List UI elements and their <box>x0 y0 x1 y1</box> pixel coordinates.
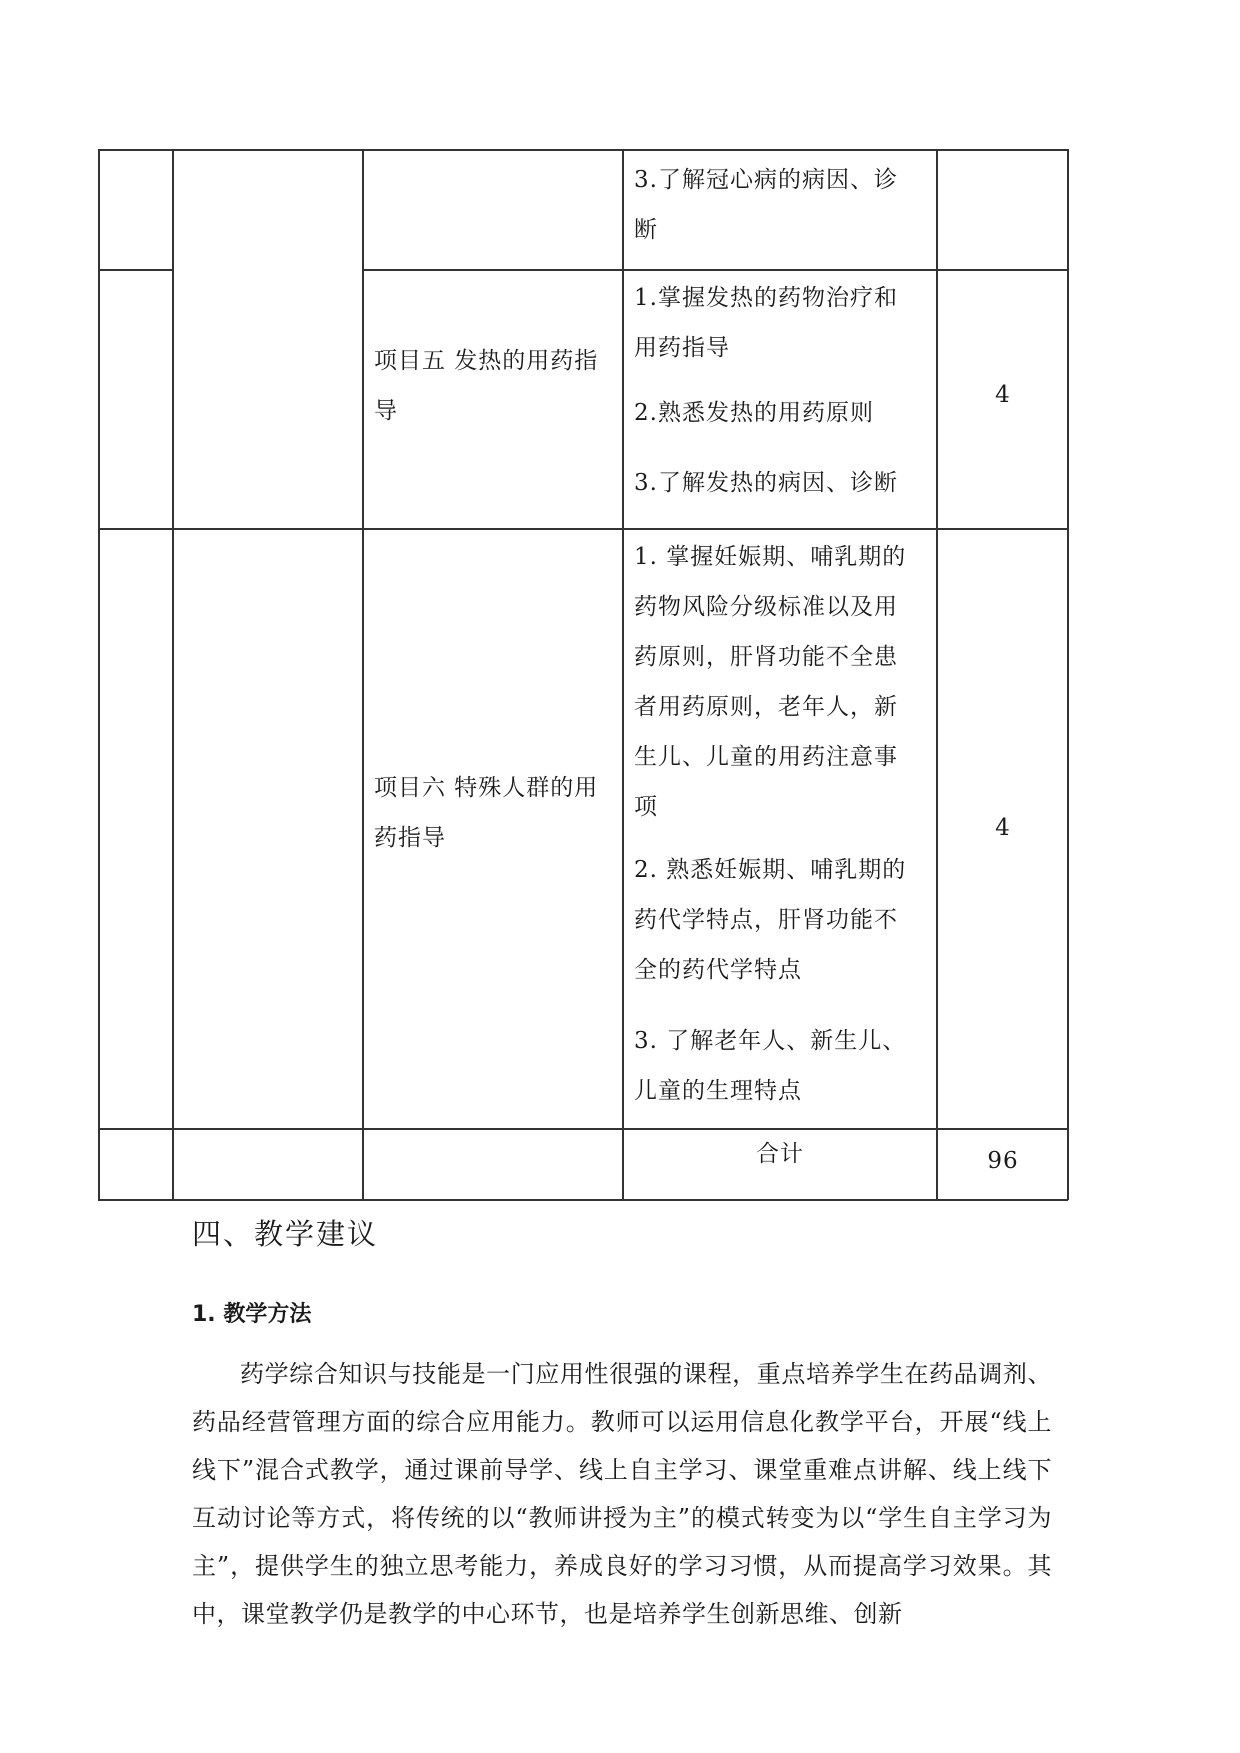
table-border-right <box>1067 149 1069 1200</box>
table-border-top <box>98 149 1068 151</box>
table-rule <box>98 528 1068 530</box>
table-rule <box>98 269 172 271</box>
table-rule <box>362 149 364 1200</box>
table-rule <box>362 269 1068 271</box>
section-heading: 四、教学建议 <box>192 1217 379 1251</box>
body-paragraph: 药学综合知识与技能是一门应用性很强的课程，重点培养学生在药品调剂、药品经营管理方面的综合应用能力。教师可以运用信息化教学平台，开展“线上线下”混合式教学，通过课前导学、线上自主学习、课堂重难点讲解、线上线下互动讨论等方式，将传统的以“教师讲授为主”的模式转变为以“学生自主学习为主”，提供学生的独立思考能力，养成良好的学习习惯，从而提高学习效果。其中，课堂教学仍是教学的中心环节，也是培养学生创新思维、创新 <box>192 1360 1052 1628</box>
table-cell-project: 项目五 发热的用药指导 <box>374 348 599 424</box>
table-cell-objective: 2. 熟悉妊娠期、哺乳期的药代学特点，肝肾功能不全的药代学特点 <box>634 857 907 983</box>
table-border-bottom <box>98 1199 1068 1201</box>
table-cell-objective: 3. 了解老年人、新生儿、儿童的生理特点 <box>634 1028 907 1104</box>
table-rule <box>98 1128 1068 1130</box>
table-rule <box>622 149 624 1200</box>
table-cell-hours: 4 <box>995 815 1011 841</box>
table-cell-objective: 3.了解冠心病的病因、诊断 <box>634 167 898 243</box>
table-cell-objective: 1.掌握发热的药物治疗和用药指导 <box>634 285 898 361</box>
table-rule <box>172 149 174 1200</box>
table-cell-project: 项目六 特殊人群的用药指导 <box>374 775 599 851</box>
table-total-label: 合计 <box>756 1141 804 1167</box>
table-total-value: 96 <box>987 1148 1019 1174</box>
table-cell-objective: 3.了解发热的病因、诊断 <box>634 470 898 496</box>
table-rule <box>936 149 938 1200</box>
table-cell-hours: 4 <box>995 382 1011 408</box>
subsection-heading: 1. 教学方法 <box>192 1302 312 1327</box>
table-cell-objective: 1. 掌握妊娠期、哺乳期的药物风险分级标准以及用药原则，肝肾功能不全患者用药原则，老年人，新生儿、儿童的用药注意事项 <box>634 544 907 820</box>
table-cell-objective: 2.熟悉发热的用药原则 <box>634 400 874 426</box>
table-border-left <box>98 149 100 1200</box>
